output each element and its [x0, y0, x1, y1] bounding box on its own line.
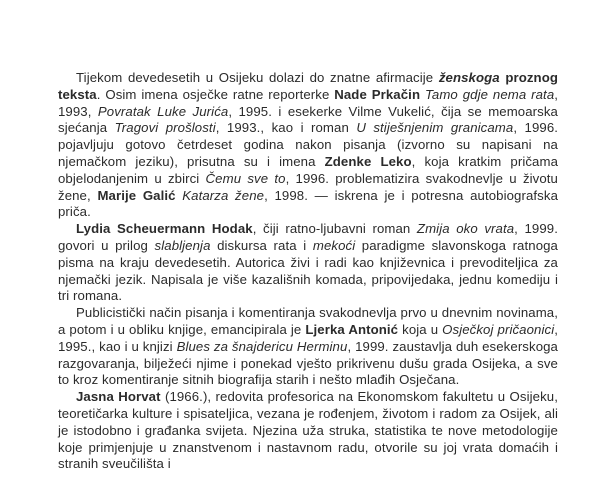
paragraph-lydia-scheuermann-hodak [58, 221, 558, 305]
text-run: proznog teksta [58, 70, 559, 102]
text-run: Tijekom devedesetih u Osijeku dolazi do znatne afirmacije [76, 70, 439, 85]
text-run: Marije Galić [97, 187, 176, 203]
text-run: Čemu sve to [205, 170, 286, 186]
text-run: , 1993., kao i roman [215, 120, 357, 136]
text-run: (1966.), redovita profesorica na Ekonomskom fakultetu u Osijeku, teoretičarka kulture i spisateljica, vezana je rođenjem, životom i radom za Osijek, ali je istodobno i građanka svijeta. Njezina uža struka, statistika te nove metodologije koje primjenjuje u znanstvenom i nastavnom radu, otvorile su joj vrata domaćih i stranih sveučilišta i [58, 389, 558, 472]
text-run: ženskoga [438, 70, 500, 85]
text-run: , 1996. problematizira svakodnevlje u životu žene, [58, 170, 558, 203]
text-run: koja u [398, 321, 443, 337]
text-run: paradigme slavonskoga ratnoga pisma na kraju devedesetih. Autorica živi i radi kao književnica i prevoditeljica za njemački jezik. Napisala je više kazališnih komada, pripovijedaka, jednu komediju i tri romana. [58, 237, 558, 304]
text-run: Nade Prkačin [334, 86, 421, 102]
text-run: , 1999. govori u prilog [58, 221, 558, 253]
text-run: diskursa rata i [210, 237, 313, 253]
text-run: U stiješnjenim granicama [356, 120, 514, 136]
text-run: slabljenja [154, 237, 211, 253]
text-run: Jasna Horvat [76, 389, 161, 405]
text-run: Publicistički način pisanja i komentiranja svakodnevlja prvo u dnevnim novinama, a potom i u obliku knjige, emancipirala je [58, 305, 558, 337]
text-run: Osječkoj pričaonici [442, 321, 555, 337]
text-run: , koja kratkim pričama objelodanjenim u zbirci [58, 153, 558, 186]
document-body [58, 70, 558, 473]
text-run: mekoći [312, 237, 356, 253]
text-run: Tragovi prošlosti [114, 120, 216, 136]
text-run: Tamo gdje nema rata [424, 86, 555, 102]
text-run: Ljerka Antonić [305, 321, 399, 337]
text-run: , 1996. pojavljuju gotovo četrdeset godina nakon pisanja (izvorno su napisani na njemačkom jeziku), prisutna su i imena [58, 120, 559, 169]
text-run: , 1999. zaustavlja duh esekerskoga razgovaranja, bilježeći njime i ponekad vješto prikrivenu dušu grada Osijeka, a sve to kroz komentiranje sitnih biografija starih i nešto mlađih Osječana. [58, 338, 558, 388]
text-run: Blues za šnajdericu Herminu [176, 338, 348, 354]
text-run: Povratak Luke Jurića [97, 103, 229, 119]
text-run: , 1993, [58, 86, 559, 119]
paragraph-ljerka-antonic [58, 305, 558, 389]
text-run: . Osim imena osječke ratne reporterke [96, 86, 335, 102]
paragraph-feminine-prose [58, 70, 558, 221]
text-run: Lydia Scheuermann Hodak [76, 221, 253, 237]
text-run: , 1995., kao i u knjizi [58, 321, 558, 354]
paragraph-jasna-horvat [58, 389, 558, 473]
text-run: Zmija oko vrata [416, 221, 515, 237]
text-run: Zdenke Leko [324, 153, 412, 169]
text-run: , 1998. — iskrena je i potresna autobiografska priča. [58, 187, 559, 220]
text-run: , 1995. i esekerke Vilme Vukelić, čija se memoarska sjećanja [58, 103, 558, 136]
text-run: Katarza žene [182, 187, 265, 203]
text-run: , čiji ratno-ljubavni roman [252, 221, 417, 237]
